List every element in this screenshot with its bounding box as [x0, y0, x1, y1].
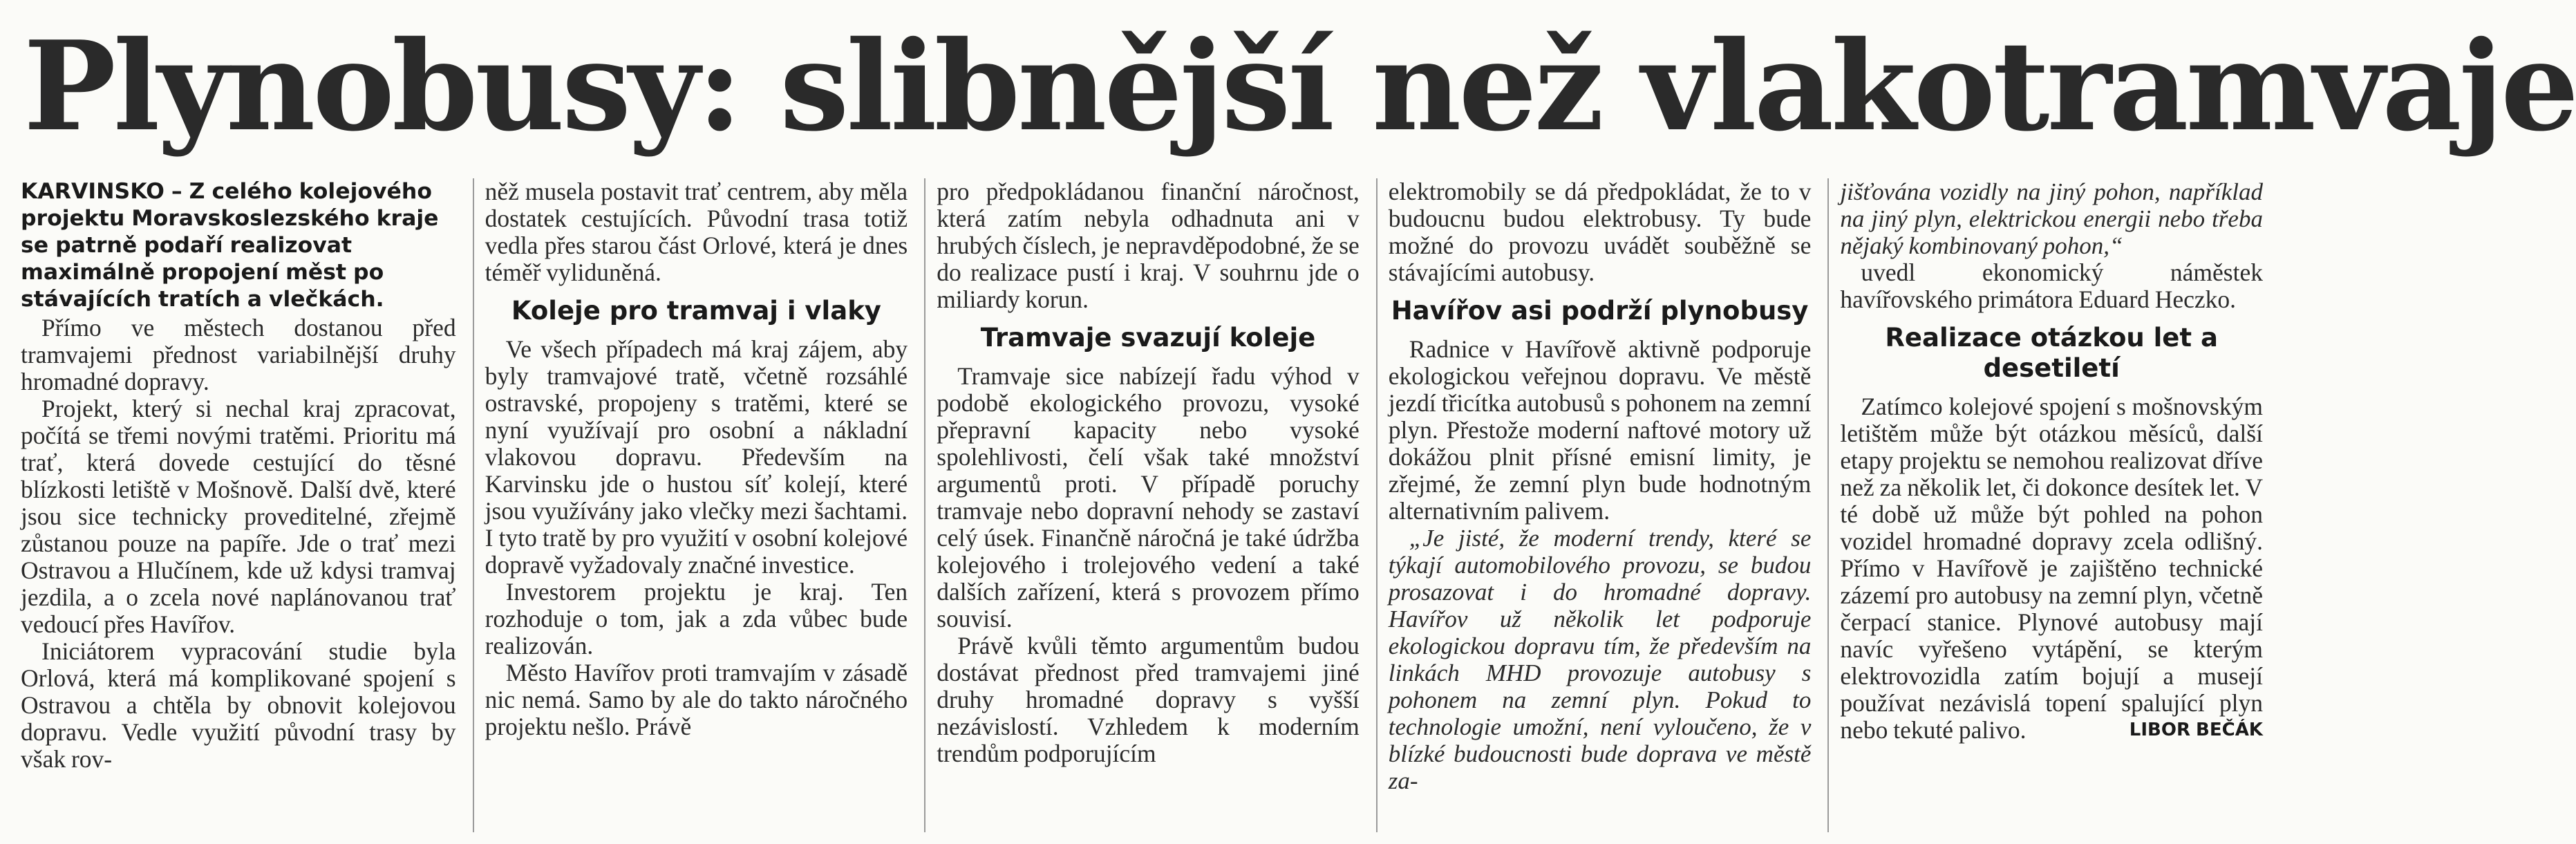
paragraph: Radnice v Havířově aktivně podporuje ekologickou veřejnou dopravu. Ve městě jezdí třicítka autobusů s pohonem na zemní plyn. Přestože moderní naftové motory už dokážou plnit přísné emisní limity, je zřejmé, že zemní plyn bude hodnotným alternativním palivem. [1388, 335, 1812, 525]
paragraph: Tramvaje sice nabízejí řadu výhod v podobě ekologického provozu, vysoké přepravní kapacity nebo vysoké spolehlivosti, čelí však také množství argumentů proti. V případě poruchy tramvaje nebo dopravní nehody se zastaví celý úsek. Finančně náročná je také údržba kolejového i trolejového vedení a také dalších zařízení, která s provozem přímo souvisí. [937, 362, 1360, 632]
article-headline: Plynobusy: slibnější než vlakotramvaje [23, 14, 2576, 158]
paragraph: elektromobily se dá předpokládat, že to v budoucnu budou elektrobusy. Ty bude možné do provozu uvádět souběžně se stávajícími autobusy. [1388, 178, 1812, 286]
column-4 [1376, 178, 1828, 832]
column-2 [473, 178, 925, 832]
final-paragraph-block [1840, 393, 2263, 744]
paragraph: Projekt, který si nechal kraj zpracovat, počítá se třemi novými tratěmi. Prioritu má trať, která dovede cestující do těsné blízkosti letiště v Mošnově. Další dvě, které jsou sice technicky proveditelné, zřejmě zůstanou pouze na papíře. Jde o trať mezi Ostravou a Hlučínem, kde už kdysi tramvaj jezdila, a o zcela nové naplánovanou trať vedoucí přes Havířov. [21, 395, 456, 638]
paragraph [1840, 393, 2263, 744]
quote-paragraph: jišťována vozidly na jiný pohon, například na jiný plyn, elektrickou energii nebo třeba nějaký kombinovaný pohon,“ [1840, 178, 2263, 259]
paragraph-text: Zatímco kolejové spojení s mošnovským letištěm může být otázkou měsíců, další etapy projektu se nemohou realizovat dříve než za několik let, či dokonce desítek let. V té době už může být pohled na pohon vozidel hromadné dopravy zcela odlišný. Přímo v Havířově je zajištěno technické zázemí pro autobusy na zemní plyn, včetně čerpací stanice. Plynové autobusy mají navíc vyřešeno vytápění, se kterým elektrovozidla zatím bojují a musejí používat nezávislá topení spalující plyn nebo tekuté palivo. [1840, 393, 2263, 744]
paragraph: Přímo ve městech dostanou před tramvajemi přednost variabilnější druhy hromadné dopravy. [21, 314, 456, 395]
paragraph: něž musela postavit trať centrem, aby měla dostatek cestujících. Původní trasa totiž vedla přes starou část Orlové, která je dnes téměř vyliduněná. [485, 178, 908, 286]
paragraph: pro předpokládanou finanční náročnost, která zatím nebyla odhadnuta ani v hrubých číslech, je nepravděpodobné, že se do realizace pustí i kraj. V souhrnu jde o miliardy korun. [937, 178, 1360, 313]
column-3 [924, 178, 1376, 832]
subheading: Havířov asi podrží plynobusy [1391, 296, 1809, 326]
subheading: Tramvaje svazují koleje [980, 323, 1316, 353]
paragraph: Iniciátorem vypracování studie byla Orlová, která má komplikované spojení s Ostravou a chtěla by obnovit kolejovou dopravu. Vedle využití původní trasy by však rov- [21, 637, 456, 773]
paragraph: uvedl ekonomický náměstek havířovského primátora Eduard Heczko. [1840, 259, 2263, 313]
subheading: Koleje pro tramvaj i vlaky [511, 296, 881, 326]
paragraph: Město Havířov proti tramvajím v zásadě nic nemá. Samo by ale do takto náročného projektu nešlo. Právě [485, 659, 908, 740]
paragraph: Ve všech případech má kraj zájem, aby byly tramvajové tratě, včetně rozsáhlé ostravské, propojeny s tratěmi, které se nyní využívají pro osobní a nákladní vlakovou dopravu. Především na Karvinsku jde o hustou síť kolejí, které jsou využívány jako vlečky mezi šachtami. I tyto tratě by pro využití v osobní kolejové dopravě vyžadovaly značné investice. [485, 335, 908, 579]
column-1 [21, 178, 473, 832]
article-body [21, 178, 2279, 832]
paragraph: Právě kvůli těmto argumentům budou dostávat přednost před tramvajemi jiné druhy hromadné dopravy s vyšší nezávislostí. Vzhledem k moderním trendům podporujícím [937, 632, 1360, 767]
article-lead: KARVINSKO – Z celého kolejového projektu Moravskoslezského kraje se patrně podaří realizovat maximálně propojení měst po stávajících tratích a vlečkách. [21, 179, 439, 312]
quote-paragraph: „Je jisté, že moderní trendy, které se týkají automobilového provozu, se budou prosazovat i do hromadné dopravy. Havířov už několik let podporuje ekologickou dopravu tím, že především na linkách MHD provozuje autobusy s pohonem na zemní plyn. Pokud to technologie umožní, není vyloučeno, že v blízké budoucnosti bude doprava ve městě za- [1388, 525, 1812, 794]
subheading: Realizace otázkou let a desetiletí [1885, 323, 2218, 383]
author-byline: LIBOR BEČÁK [2129, 720, 2263, 740]
column-5 [1827, 178, 2279, 832]
paragraph: Investorem projektu je kraj. Ten rozhoduje o tom, jak a zda vůbec bude realizován. [485, 578, 908, 659]
